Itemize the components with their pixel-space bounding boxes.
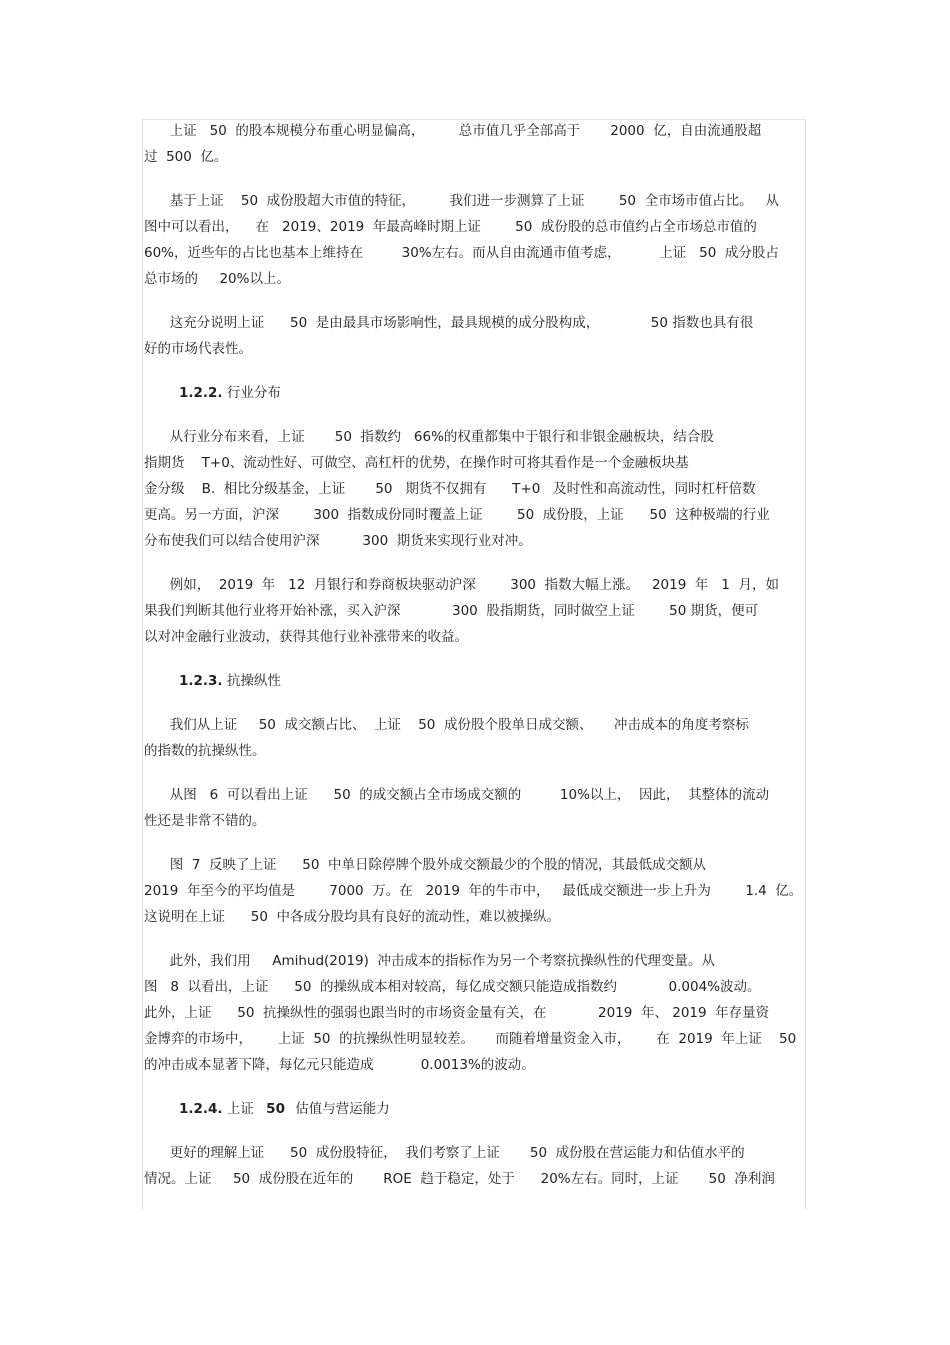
text-line: 更高。另一方面，沪深 300 指数成份同时覆盖上证 50 成份股，上证 50 这种极端的行业 bbox=[144, 507, 770, 523]
section-title: 行业分布 bbox=[226, 385, 281, 401]
text-line: 指期货 T+0、流动性好、可做空、高杠杆的优势，在操作时可将其看作是一个金融板块基 bbox=[144, 455, 689, 471]
text-line: 基于上证 50 成份股超大市值的特征， 我们进一步测算了上证 50 全市场市值占比。 从 bbox=[144, 193, 779, 209]
section-title-part2: 估值与营运能力 bbox=[295, 1101, 390, 1117]
paragraph-amihud bbox=[144, 948, 804, 1078]
text-line: 性还是非常不错的。 bbox=[144, 813, 266, 829]
text-line: 从行业分布来看，上证 50 指数约 66%的权重都集中于银行和非银金融板块，结合股 bbox=[144, 429, 714, 445]
section-title-part1: 上证 bbox=[226, 1101, 254, 1117]
text-line: 以对冲金融行业波动，获得其他行业补涨带来的收益。 bbox=[144, 629, 468, 645]
text-line: 这充分说明上证 50 是由最具市场影响性，最具规模的成分股构成， 50 指数也具有很 bbox=[144, 315, 754, 331]
text-line: 此外，我们用 Amihud(2019) 冲击成本的指标作为另一个考察抗操纵性的代理变量。从 bbox=[144, 953, 715, 969]
text-line: 从图 6 可以看出上证 50 的成交额占全市场成交额的 10%以上， 因此， 其整体的流动 bbox=[144, 787, 770, 803]
section-title-number: 50 bbox=[266, 1101, 285, 1117]
text-line: 我们从上证 50 成交额占比、 上证 50 成份股个股单日成交额、 冲击成本的角度考察标 bbox=[144, 717, 749, 733]
text-line: 金分级 B. 相比分级基金，上证 50 期货不仅拥有 T+0 及时性和高流动性，同时杠杆倍数 bbox=[144, 481, 756, 497]
paragraph-industry bbox=[144, 424, 804, 554]
text-line: 图 8 以看出，上证 50 的操纵成本相对较高，每亿成交额只能造成指数约 0.004%波动。 bbox=[144, 979, 761, 995]
text-line: 图 7 反映了上证 50 中单日除停牌个股外成交额最少的个股的情况，其最低成交额从 bbox=[144, 857, 707, 873]
paragraph-valuation bbox=[144, 1140, 804, 1192]
text-line: 总市场的 20%以上。 bbox=[144, 271, 290, 287]
section-heading-valuation bbox=[144, 1096, 804, 1122]
section-number: 1.2.4. bbox=[179, 1101, 223, 1117]
section-number: 1.2.2. bbox=[179, 385, 223, 401]
text-line: 金博弈的市场中， 上证 50 的抗操纵性明显较差。 而随着增量资金入市， 在 2019 年上证 50 bbox=[144, 1031, 797, 1047]
text-line: 分布使我们可以结合使用沪深 300 期货来实现行业对冲。 bbox=[144, 533, 532, 549]
text-line: 果我们判断其他行业将开始补涨，买入沪深 300 股指期货，同时做空上证 50 期货，便可 bbox=[144, 603, 759, 619]
text-line: 的冲击成本显著下降，每亿元只能造成 0.0013%的波动。 bbox=[144, 1057, 535, 1073]
text-line: 60%，近些年的占比也基本上维持在 30%左右。而从自由流通市值考虑， 上证 50 成分股占 bbox=[144, 245, 779, 261]
section-heading-industry bbox=[144, 380, 804, 406]
paragraph-market-share bbox=[144, 188, 804, 292]
paragraph-min-turnover bbox=[144, 852, 804, 930]
text-line: 这说明在上证 50 中各成分股均具有良好的流动性，难以被操纵。 bbox=[144, 909, 561, 925]
section-number: 1.2.3. bbox=[179, 673, 223, 689]
text-line: 上证 50 的股本规模分布重心明显偏高， 总市值几乎全部高于 2000 亿，自由流通股超 bbox=[144, 123, 762, 139]
text-line: 情况。上证 50 成份股在近年的 ROE 趋于稳定，处于 20%左右。同时，上证 50 净利润 bbox=[144, 1171, 775, 1187]
text-line: 好的市场代表性。 bbox=[144, 341, 252, 357]
text-line: 此外，上证 50 抗操纵性的强弱也跟当时的市场资金量有关，在 2019 年、 2019 年存量资 bbox=[144, 1005, 770, 1021]
paragraph-market-cap bbox=[144, 118, 804, 170]
text-line: 的指数的抗操纵性。 bbox=[144, 743, 266, 759]
paragraph-manipulation-intro bbox=[144, 712, 804, 764]
document-body bbox=[144, 118, 804, 1210]
text-line: 2019 年至今的平均值是 7000 万。在 2019 年的牛市中， 最低成交额进一步上升为 1.4 亿。 bbox=[144, 883, 803, 899]
text-line: 图中可以看出， 在 2019、2019 年最高峰时期上证 50 成份股的总市值约占全市场总市值的 bbox=[144, 219, 757, 235]
paragraph-liquidity bbox=[144, 782, 804, 834]
paragraph-representative bbox=[144, 310, 804, 362]
paragraph-example bbox=[144, 572, 804, 650]
text-line: 例如， 2019 年 12 月银行和券商板块驱动沪深 300 指数大幅上涨。 2019 年 1 月，如 bbox=[144, 577, 779, 593]
section-title: 抗操纵性 bbox=[226, 673, 281, 689]
section-heading-manipulation bbox=[144, 668, 804, 694]
text-line: 过 500 亿。 bbox=[144, 149, 228, 165]
text-line: 更好的理解上证 50 成份股特征， 我们考察了上证 50 成份股在营运能力和估值水平的 bbox=[144, 1145, 745, 1161]
